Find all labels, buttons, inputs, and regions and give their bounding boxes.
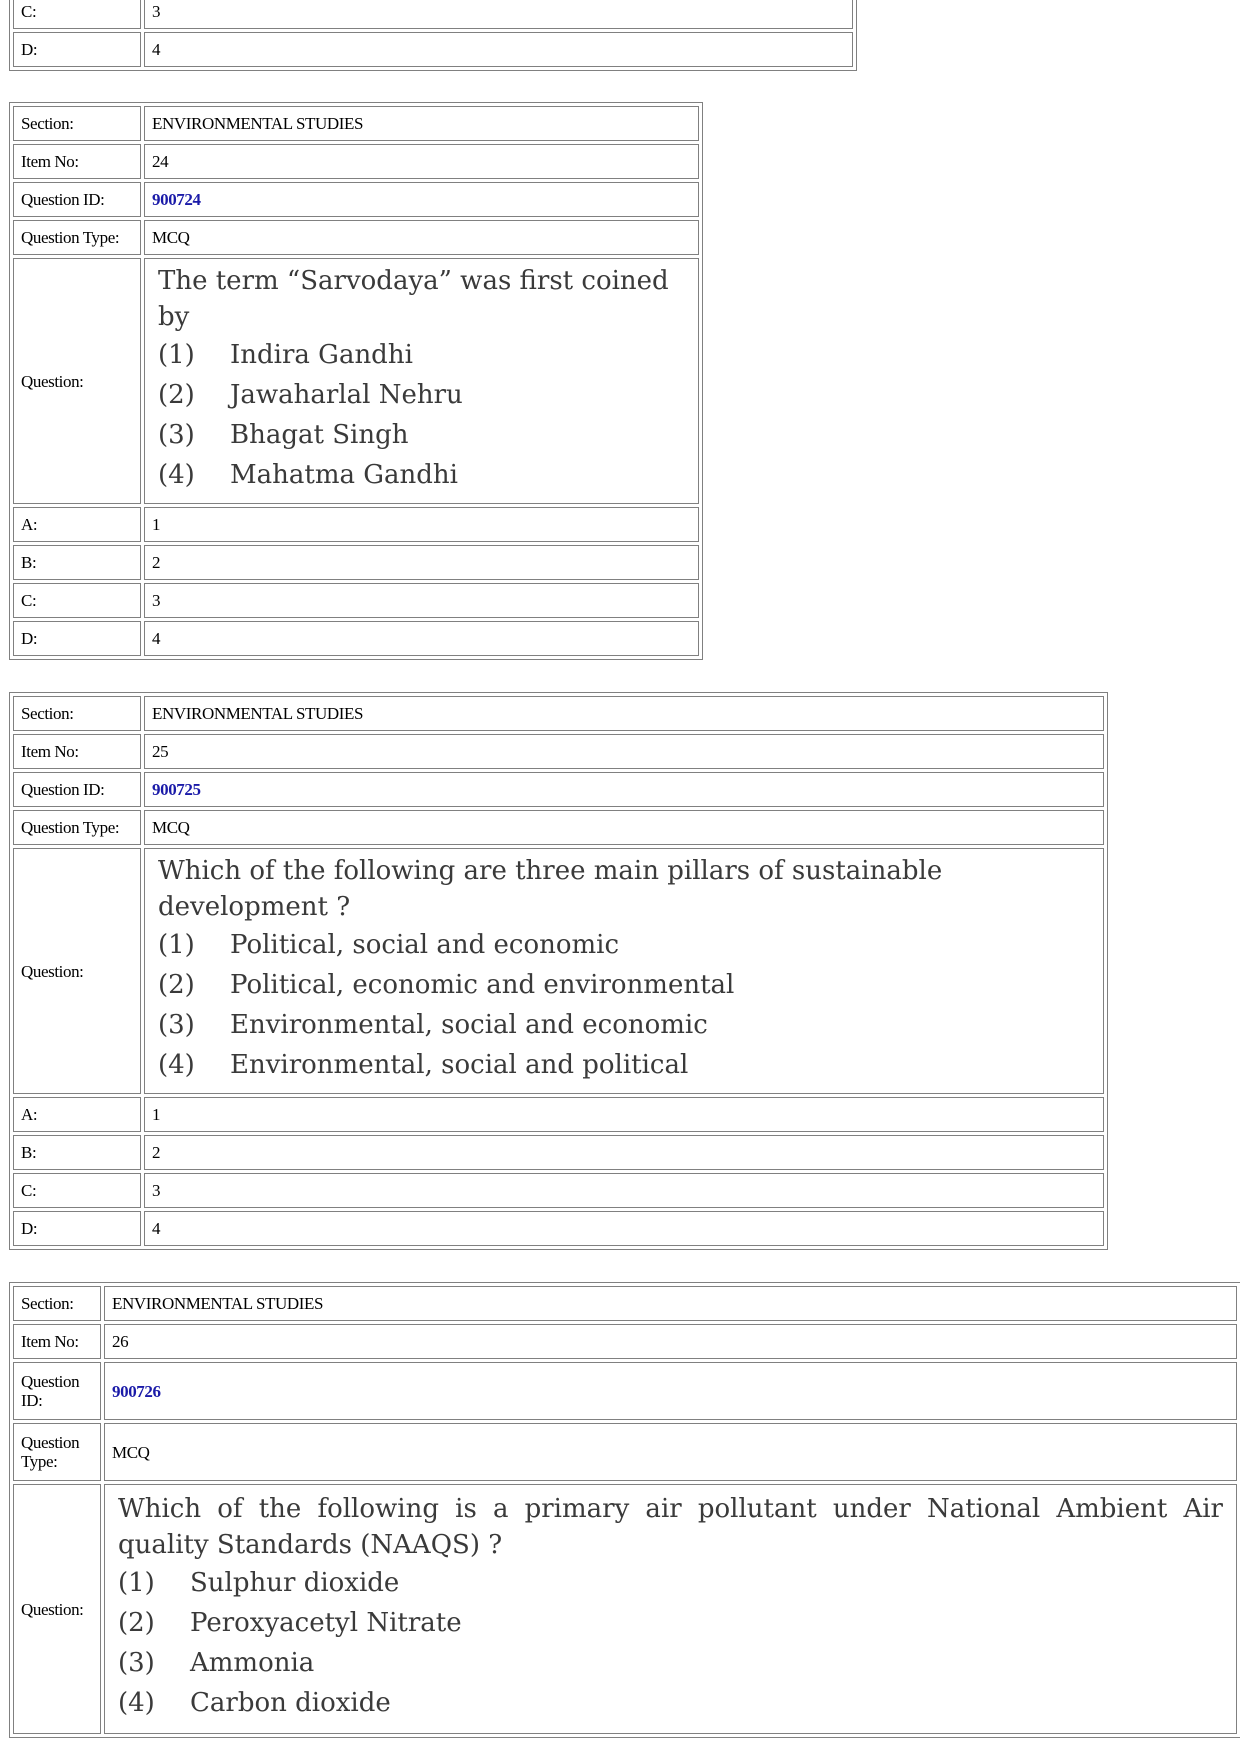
question-type-label: Question Type: [13, 810, 141, 845]
option-number: (1) [158, 340, 195, 370]
option-text: Ammonia [190, 1648, 315, 1678]
question-id-value: 900725 [144, 772, 1104, 807]
question-type-value: MCQ [144, 810, 1104, 845]
option-1 [158, 925, 1090, 965]
question-type-value: MCQ [104, 1423, 1237, 1481]
option-a-value: 1 [144, 1097, 1104, 1132]
option-a-label: A: [13, 507, 141, 542]
option-d-value: 4 [144, 621, 699, 656]
option-text: Environmental, social and economic [230, 1010, 708, 1040]
option-a-value: 1 [144, 507, 699, 542]
question-label: Question: [13, 848, 141, 1094]
option-text: Mahatma Gandhi [230, 460, 458, 490]
option-3 [158, 415, 685, 455]
option-d-value: 4 [144, 32, 853, 67]
item-no-value: 25 [144, 734, 1104, 769]
option-2 [158, 965, 1090, 1005]
option-d-label: D: [13, 1211, 141, 1246]
question-id-label-line1: Question [21, 1372, 80, 1391]
option-number: (3) [158, 420, 195, 450]
question-content [144, 258, 699, 504]
section-value: ENVIRONMENTAL STUDIES [144, 106, 699, 141]
option-1 [158, 335, 685, 375]
option-d-label: D: [13, 32, 141, 67]
option-1 [118, 1563, 1223, 1603]
option-text: Sulphur dioxide [190, 1568, 400, 1598]
item-no-value: 26 [104, 1324, 1237, 1359]
option-d-value: 4 [144, 1211, 1104, 1246]
option-number: (1) [158, 930, 195, 960]
option-number: (2) [158, 380, 195, 410]
option-b-value: 2 [144, 545, 699, 580]
question-table-25 [9, 692, 1108, 1250]
option-text: Environmental, social and political [230, 1050, 689, 1080]
option-text: Bhagat Singh [230, 420, 409, 450]
option-c-value: 3 [144, 1173, 1104, 1208]
question-id-value: 900726 [104, 1362, 1237, 1420]
question-id-label: Question ID: [13, 772, 141, 807]
option-c-label: C: [13, 1173, 141, 1208]
item-no-label: Item No: [13, 1324, 101, 1359]
section-label: Section: [13, 696, 141, 731]
question-label: Question: [13, 258, 141, 504]
question-stem: The term “Sarvodaya” was first coined by [158, 266, 669, 332]
option-c-value: 3 [144, 583, 699, 618]
question-id-value: 900724 [144, 182, 699, 217]
question-content [104, 1484, 1237, 1734]
question-id-label-line2: ID: [21, 1391, 43, 1410]
option-3 [158, 1005, 1090, 1045]
question-type-label-line1: Question [21, 1433, 80, 1452]
question-table-24 [9, 102, 703, 660]
option-4 [158, 455, 685, 495]
option-number: (4) [158, 460, 195, 490]
question-id-label [13, 1362, 101, 1420]
option-text: Jawaharlal Nehru [230, 380, 463, 410]
section-value: ENVIRONMENTAL STUDIES [104, 1286, 1237, 1321]
option-number: (3) [158, 1010, 195, 1040]
question-stem: Which of the following are three main pillars of sustainable development ? [158, 856, 943, 922]
option-4 [118, 1683, 1223, 1723]
option-c-label: C: [13, 583, 141, 618]
section-value: ENVIRONMENTAL STUDIES [144, 696, 1104, 731]
option-c-value: 3 [144, 0, 853, 29]
question-type-label-line2: Type: [21, 1452, 58, 1471]
question-stem: Which of the following is a primary air pollutant under National Ambient Air quality Standards (NAAQS) ? [118, 1494, 1223, 1560]
section-label: Section: [13, 1286, 101, 1321]
option-number: (2) [118, 1608, 155, 1638]
question-id-label: Question ID: [13, 182, 141, 217]
question-label: Question: [13, 1484, 101, 1734]
option-c-label: C: [13, 0, 141, 29]
item-no-value: 24 [144, 144, 699, 179]
question-content [144, 848, 1104, 1094]
option-number: (4) [158, 1050, 195, 1080]
question-table-26 [9, 1282, 1240, 1738]
question-type-value: MCQ [144, 220, 699, 255]
item-no-label: Item No: [13, 734, 141, 769]
option-text: Political, economic and environmental [230, 970, 735, 1000]
option-a-label: A: [13, 1097, 141, 1132]
option-d-label: D: [13, 621, 141, 656]
question-type-label: Question Type: [13, 220, 141, 255]
option-text: Carbon dioxide [190, 1688, 391, 1718]
option-number: (1) [118, 1568, 155, 1598]
option-b-value: 2 [144, 1135, 1104, 1170]
option-b-label: B: [13, 545, 141, 580]
option-text: Indira Gandhi [230, 340, 413, 370]
option-b-label: B: [13, 1135, 141, 1170]
option-2 [158, 375, 685, 415]
option-number: (2) [158, 970, 195, 1000]
option-2 [118, 1603, 1223, 1643]
option-text: Peroxyacetyl Nitrate [190, 1608, 462, 1638]
option-number: (3) [118, 1648, 155, 1678]
option-number: (4) [118, 1688, 155, 1718]
question-table-prev-fragment [9, 0, 857, 71]
question-type-label [13, 1423, 101, 1481]
option-4 [158, 1045, 1090, 1085]
option-text: Political, social and economic [230, 930, 620, 960]
item-no-label: Item No: [13, 144, 141, 179]
option-3 [118, 1643, 1223, 1683]
section-label: Section: [13, 106, 141, 141]
